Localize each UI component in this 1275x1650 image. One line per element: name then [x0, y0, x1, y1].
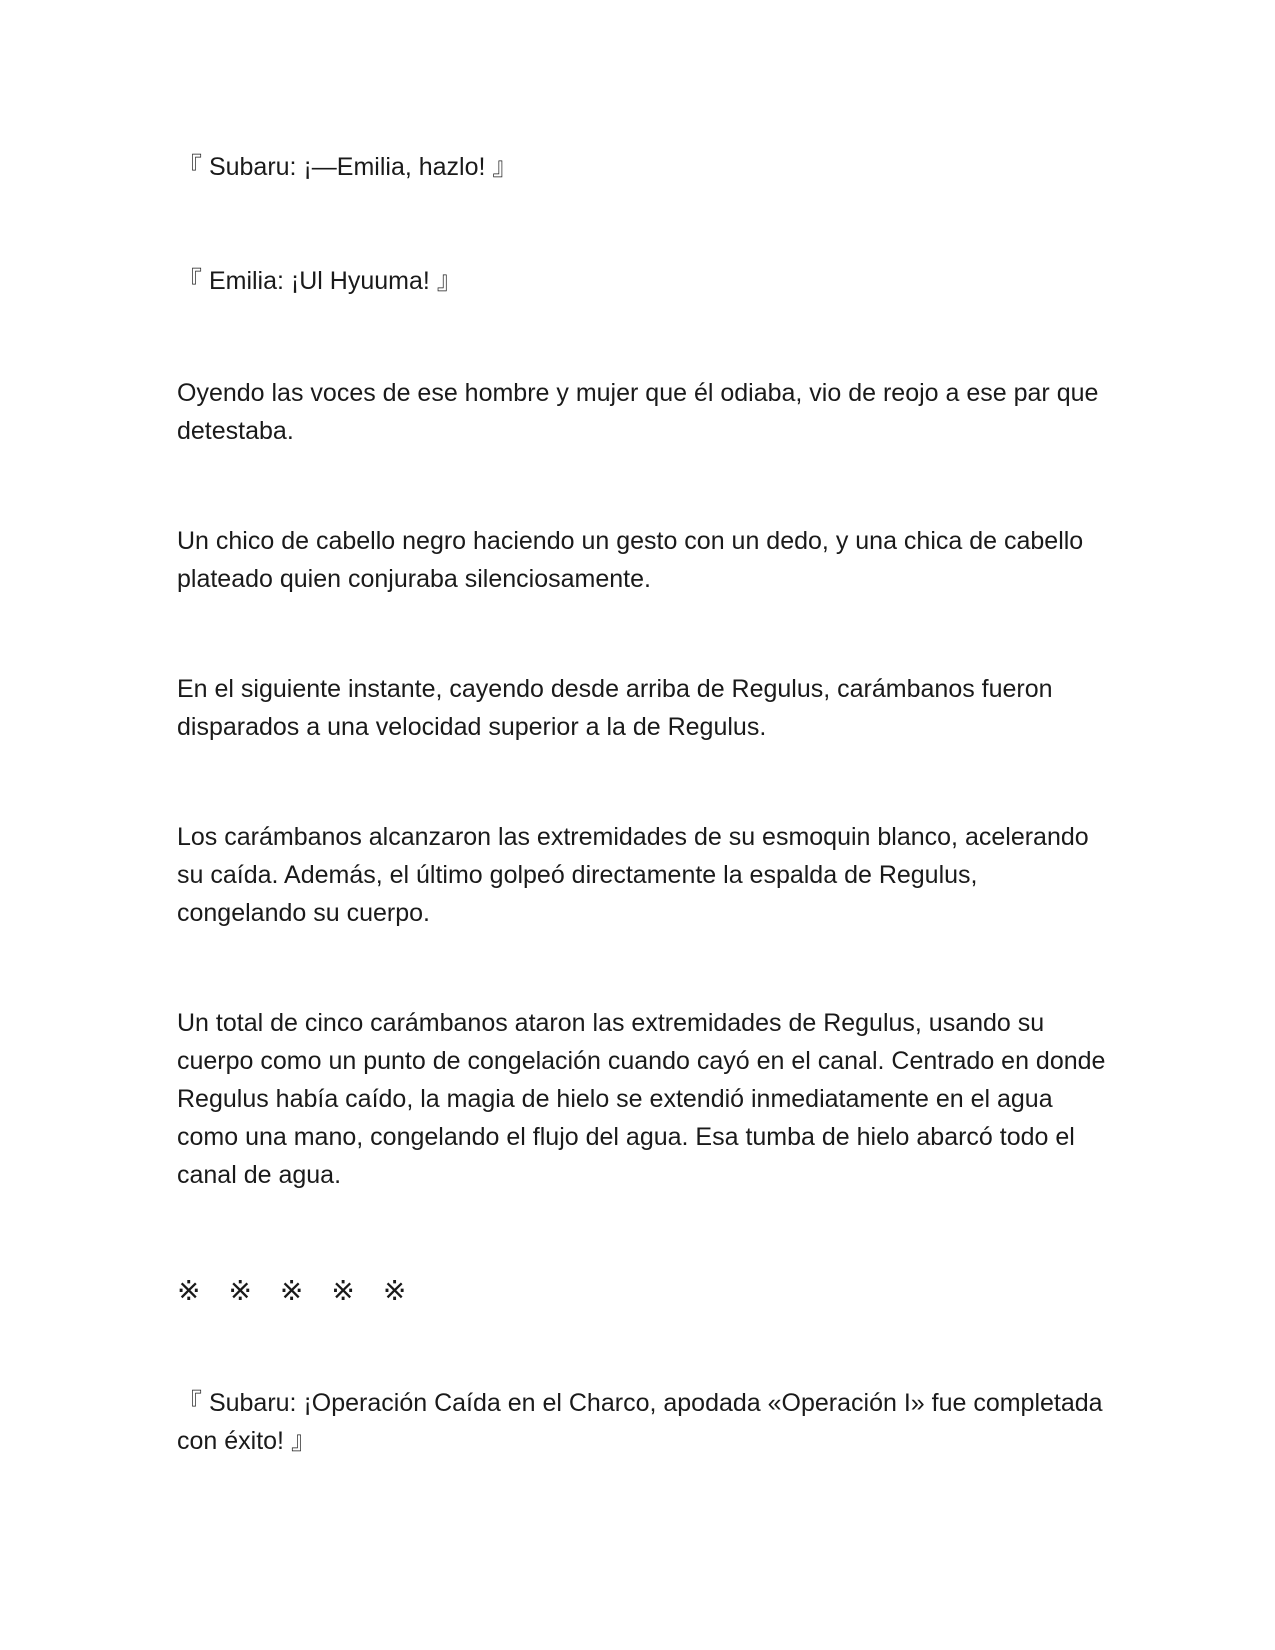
paragraph-cinco-carambanos: Un total de cinco carámbanos ataron las extremidades de Regulus, usando su cuerpo como un punto de congelación cuando cayó en el canal. Centrado en donde Regulus había caído, la magia de hielo se extendió inmediatamente en el agua como una mano, congelando el flujo del agua. Esa tumba de hielo abarcó todo el canal de agua.: [177, 1009, 1106, 1189]
paragraph-carambanos-alcanzaron: Los carámbanos alcanzaron las extremidades de su esmoquin blanco, acelerando su caída. Además, el último golpeó directamente la espalda de Regulus, congelando su cuerpo.: [177, 823, 1089, 927]
section-break-marks: ※ ※ ※ ※ ※: [177, 1275, 407, 1306]
dialogue-emilia-ul-hyuuma: 『 Emilia: ¡Ul Hyuuma! 』: [177, 267, 462, 295]
paragraph-chico-chica: Un chico de cabello negro haciendo un gesto con un dedo, y una chica de cabello plateado quien conjuraba silenciosamente.: [177, 527, 1084, 593]
paragraph-voices: Oyendo las voces de ese hombre y mujer que él odiaba, vio de reojo a ese par que detestaba.: [177, 379, 1099, 445]
dialogue-subaru-emilia-hazlo: 『 Subaru: ¡—Emilia, hazlo! 』: [177, 153, 518, 181]
paragraph-siguiente-instante: En el siguiente instante, cayendo desde arriba de Regulus, carámbanos fueron disparados a una velocidad superior a la de Regulus.: [177, 675, 1053, 741]
dialogue-subaru-operacion: 『 Subaru: ¡Operación Caída en el Charco, apodada «Operación I» fue completada con éxito! 』: [177, 1389, 1103, 1455]
